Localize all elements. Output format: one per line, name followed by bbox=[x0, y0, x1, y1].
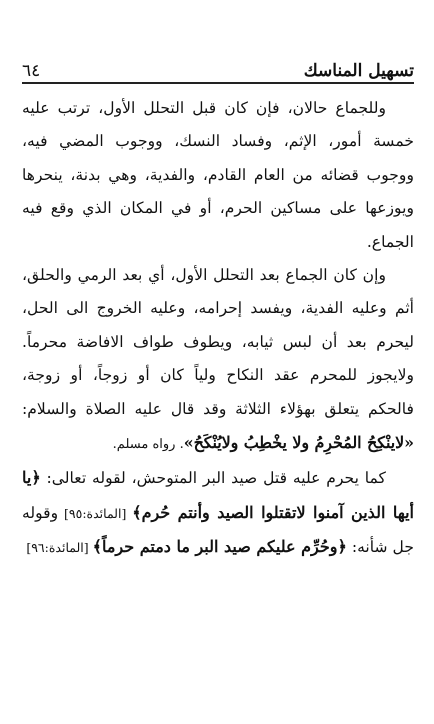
verse-reference: [المائدة:٩٥] bbox=[58, 505, 133, 521]
paragraph-intercourse-cases: وللجماع حالان، فإن كان قبل التحلل الأول، ترتب عليه خمسة أمور، الإثم، وفساد النسك، ووجوب المضي فيه، ووجوب قضائه من العام القادم، والفدية، وهي بدنة، ينحرها ويوزعها على مساكين الحرم، أو في المكان الذي وقع فيه الجماع. bbox=[22, 99, 414, 251]
paragraph-text: كما يحرم عليه قتل صيد البر المتوحش، لقوله تعالى: bbox=[40, 469, 386, 488]
quran-verse: ﴿يا أيها الذين آمنوا لاتقتلوا الصيد وأنتم حُرم﴾ bbox=[22, 468, 414, 522]
page-number: ٦٤ bbox=[22, 61, 41, 81]
hadith-source: . رواه مسلم. bbox=[112, 437, 184, 453]
paragraph-after-first-release bbox=[22, 259, 414, 461]
hadith-quote: «لاينْكِحُ المُحْرِمُ ولا يخْطِبُ ولايُنْكَحُ» bbox=[183, 433, 414, 453]
running-title: تسهيل المناسك bbox=[303, 61, 414, 81]
paragraph-hunting bbox=[22, 461, 414, 564]
page-body bbox=[22, 92, 414, 565]
paragraph-text: وإن كان الجماع بعد التحلل الأول، أي بعد الرمي والحلق، أثم وعليه الفدية، ويفسد إحرامه، وعليه الخروج الى الحل، ليحرم بعد أن لبس ثيابه، ويطوف طواف الافاضة محرماً. ولايجوز للمحرم عقد النكاح ولياً كان أو زوجاً، أو زوجة، فالحكم يتعلق بهؤلاء الثلاثة وقد قال عليه الصلاة والسلام: bbox=[22, 266, 414, 418]
page-header bbox=[22, 40, 414, 80]
verse-reference: [المائدة:٩٦] bbox=[26, 540, 93, 556]
paragraph-text: وقوله جل شأنه: bbox=[22, 503, 414, 557]
quran-verse: ﴿وحُرِّم عليكم صيد البر ما دمتم حرماً﴾ bbox=[92, 537, 347, 557]
header-rule bbox=[22, 82, 414, 84]
